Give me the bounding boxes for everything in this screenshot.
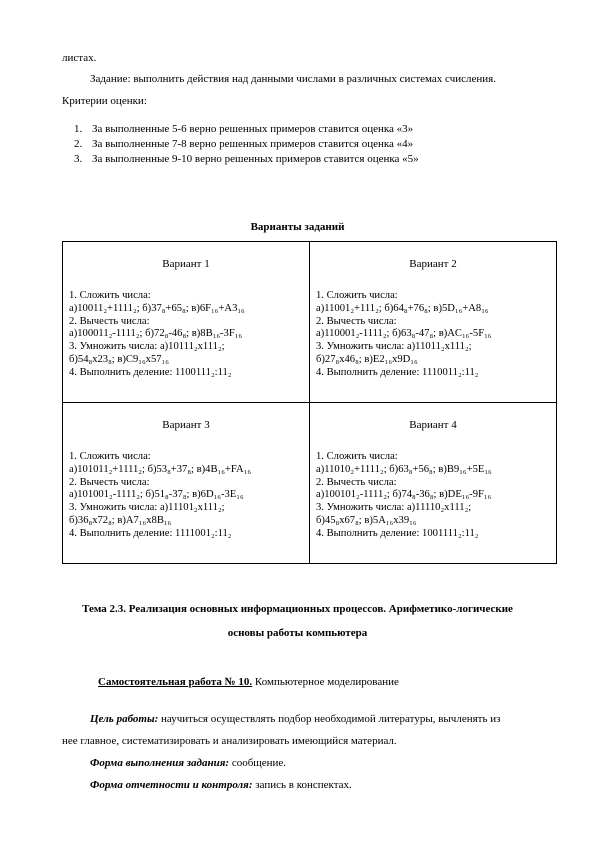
criteria-item <box>74 137 419 152</box>
form-line <box>90 757 286 769</box>
variant-line: 1. Сложить числа: <box>69 290 151 301</box>
variant-line: 3. Умножить числа: а)11101₂x111₂; <box>69 502 225 514</box>
goal-text-cont: нее главное, систематизировать и анализировать имеющийся материал. <box>62 735 397 747</box>
variant-line: б)36₈x72₈; в)A7₁₆x8B₁₆ <box>69 514 172 526</box>
variant-line: а)10011₂+1111₂; б)37₈+65₈; в)6F₁₆+A3₁₆ <box>69 302 245 314</box>
goal-label: Цель работы: <box>90 713 159 725</box>
variant-line: 2. Вычесть числа: <box>69 315 150 327</box>
goal-line <box>90 713 500 725</box>
form-label: Форма выполнения задания: <box>90 757 230 769</box>
criteria-num: 2. <box>74 138 83 150</box>
variant-title: Вариант 3 <box>162 419 210 431</box>
variant-line: а)11001₂+111₂; б)64₈+76₈; в)5D₁₆+A8₁₆ <box>316 302 489 314</box>
variant-line: а)101011₂+1111₂; б)53₈+37₈; в)4B₁₆+FA₁₆ <box>69 463 252 475</box>
variant-line: 4. Выполнить деление: 1110011₂:11₂ <box>316 366 479 378</box>
variants-title: Варианты заданий <box>250 221 345 233</box>
variant-line: 4. Выполнить деление: 1111001₂:11₂ <box>69 527 232 539</box>
criteria-text: За выполненные 5-6 верно решенных примеров ставится оценка «3» <box>92 123 414 135</box>
variant-line: а)11010₂+1111₂; б)63₈+56₈; в)B9₁₆+5E₁₆ <box>316 463 492 475</box>
criteria-num: 3. <box>74 153 83 165</box>
variant-cell <box>63 242 310 403</box>
topic-heading-line2: основы работы компьютера <box>227 627 368 639</box>
criteria-item <box>74 152 419 167</box>
criteria-title: Критерии оценки: <box>62 95 147 107</box>
variant-line: 3. Умножить числа: а)10111₂x111₂; <box>69 341 225 353</box>
criteria-text: За выполненные 9-10 верно решенных примеров ставится оценка «5» <box>92 153 419 165</box>
variant-line: 2. Вычесть числа: <box>316 476 397 488</box>
report-label: Форма отчетности и контроля: <box>90 779 253 791</box>
form-text: сообщение. <box>231 757 287 769</box>
variant-title: Вариант 4 <box>409 419 457 431</box>
variant-line: а)100011₂-1111₂; б)72₈-46₈; в)8B₁₆-3F₁₆ <box>69 328 243 340</box>
variant-line: б)27₈x46₈; в)E2₁₆x9D₁₆ <box>316 353 418 365</box>
variants-table <box>62 241 557 564</box>
variant-line: 1. Сложить числа: <box>69 451 151 462</box>
variant-line: 1. Сложить числа: <box>316 290 398 301</box>
task-text: Задание: выполнить действия над данными числами в различных системах счисления. <box>90 73 496 85</box>
variant-cell <box>310 242 557 403</box>
criteria-item <box>74 122 419 137</box>
variant-line: а)110001₂-1111₂; б)63₈-47₈; в)AC₁₆-5F₁₆ <box>316 328 492 340</box>
topic-heading-line1: Тема 2.3. Реализация основных информационных процессов. Арифметико-логические <box>82 603 513 615</box>
independent-work-line <box>98 676 399 688</box>
variant-line: 4. Выполнить деление: 1100111₂:11₂ <box>69 366 232 378</box>
independent-work-title: Компьютерное моделирование <box>254 676 399 688</box>
report-line <box>90 779 352 791</box>
variant-cell <box>63 403 310 564</box>
report-text: запись в конспектах. <box>255 779 352 791</box>
goal-text: научиться осуществлять подбор необходимой литературы, вычленять из <box>161 713 501 725</box>
variant-line: а)100101₂-1111₂; б)74₈-36₈; в)DE₁₆-9F₁₆ <box>316 489 492 501</box>
top-line: листах. <box>62 52 97 64</box>
variant-line: 2. Вычесть числа: <box>69 476 150 488</box>
variant-line: б)45₈x67₈; в)5A₁₆x39₁₆ <box>316 514 417 526</box>
variant-line: а)101001₂-1111₂; б)51₈-37₈; в)6D₁₆-3E₁₆ <box>69 489 244 501</box>
independent-work-label: Самостоятельная работа № 10. <box>98 676 253 688</box>
criteria-num: 1. <box>74 123 83 135</box>
variant-line: 3. Умножить числа: а)11011₂x111₂; <box>316 341 472 353</box>
variant-line: б)54₈x23₈; в)C9₁₆x57₁₆ <box>69 353 169 365</box>
variant-line: 2. Вычесть числа: <box>316 315 397 327</box>
criteria-list <box>74 122 419 167</box>
criteria-text: За выполненные 7-8 верно решенных примеров ставится оценка «4» <box>92 138 414 150</box>
variant-line: 4. Выполнить деление: 1001111₂:11₂ <box>316 527 479 539</box>
variant-title: Вариант 2 <box>409 258 457 270</box>
variant-title: Вариант 1 <box>162 258 210 270</box>
variant-line: 3. Умножить числа: а)11110₂x111₂; <box>316 502 472 514</box>
variant-line: 1. Сложить числа: <box>316 451 398 462</box>
variant-cell <box>310 403 557 564</box>
